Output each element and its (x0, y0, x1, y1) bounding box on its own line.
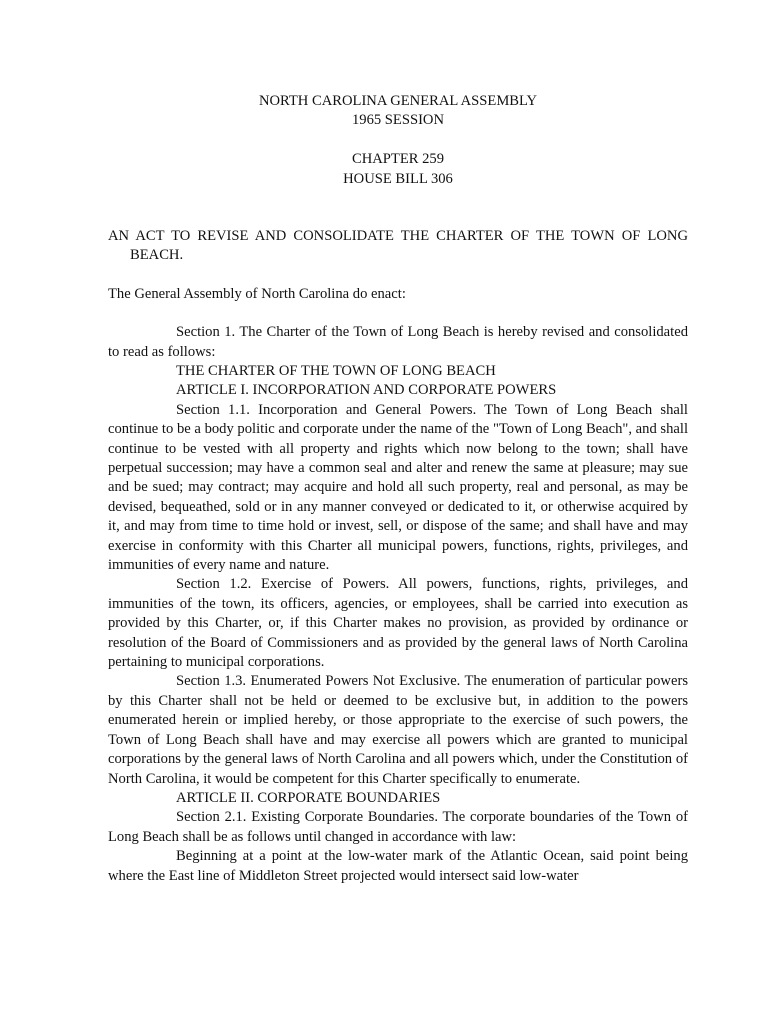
section-1-2: Section 1.2. Exercise of Powers. All powers, functions, rights, privileges, and immunities of the town, its officers, agencies, or employees, shall be carried into execution as provided by this Charter, or, if this Charter makes no provision, as provided by ordinance or resolution of the Board of Commissioners and as provided by the general laws of North Carolina pertaining to municipal corporations. (108, 576, 688, 671)
article-2-heading: ARTICLE II. CORPORATE BOUNDARIES (176, 789, 441, 806)
enacting-clause: The General Assembly of North Carolina do enact: (108, 285, 406, 302)
section-1-1: Section 1.1. Incorporation and General Powers. The Town of Long Beach shall continue to be a body politic and corporate under the name of the "Town of Long Beach", and shall continue to be vested with all property and rights which now belong to the town; shall have perpetual succession; may have a common seal and alter and renew the same at pleasure; may sue and be sued; may contract; may acquire and hold all such property, real and personal, as may be devised, bequeathed, sold or in any manner conveyed or dedicated to it, or otherwise acquired by it, and may from time to time hold or invest, sell, or dispose of the same; and shall have and may exercise in conformity with this Charter all municipal powers, functions, rights, privileges, and immunities of every name and nature. (108, 401, 688, 574)
section-1-3: Section 1.3. Enumerated Powers Not Exclusive. The enumeration of particular powers by this Charter shall not be held or deemed to be exclusive but, in addition to the powers enumerated herein or implied hereby, or those appropriate to the exercise of such powers, the Town of Long Beach shall have and may exercise all powers which are granted to municipal corporations by the general laws of North Carolina and all powers which, under the Constitution of North Carolina, it would be competent for this Charter specifically to enumerate. (108, 673, 688, 787)
document-body (108, 323, 688, 886)
section-1: Section 1. The Charter of the Town of Long Beach is hereby revised and consolidated to read as follows: (108, 324, 688, 360)
charter-heading: THE CHARTER OF THE TOWN OF LONG BEACH (176, 362, 496, 379)
article-1-heading: ARTICLE I. INCORPORATION AND CORPORATE POWERS (176, 382, 557, 399)
act-title: AN ACT TO REVISE AND CONSOLIDATE THE CHARTER OF THE TOWN OF LONG BEACH. (108, 227, 688, 264)
assembly-name: NORTH CAROLINA GENERAL ASSEMBLY (258, 93, 538, 109)
session-year: 1965 SESSION (351, 112, 445, 129)
document-header (108, 92, 688, 189)
document-page (108, 92, 688, 886)
section-2-1: Section 2.1. Existing Corporate Boundaries. The corporate boundaries of the Town of Long Beach shall be as follows until changed in accordance with law: (108, 809, 688, 845)
chapter-number: CHAPTER 259 (351, 151, 445, 168)
boundary-description: Beginning at a point at the low-water mark of the Atlantic Ocean, said point being where the East line of Middleton Street projected would intersect said low-water (108, 848, 688, 884)
bill-number: HOUSE BILL 306 (343, 170, 453, 187)
